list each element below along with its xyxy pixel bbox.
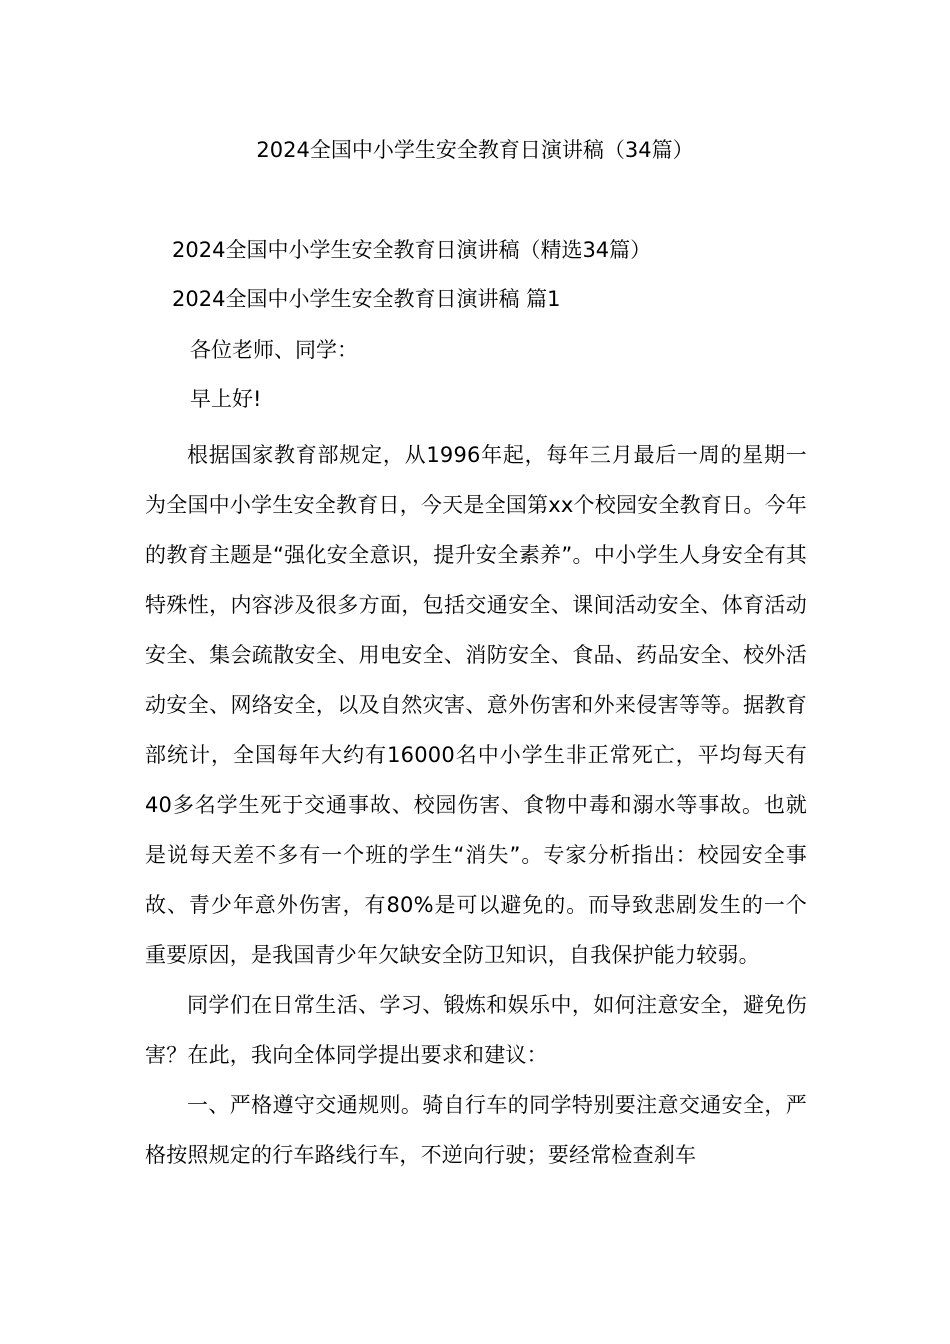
body-paragraph: 一、严格遵守交通规则。骑自行车的同学特别要注意交通安全，严格按照规定的行车路线行车，不逆向行驶；要经常检查刹车 <box>145 1093 807 1167</box>
section-heading: 2024全国中小学生安全教育日演讲稿 篇1 <box>172 287 561 311</box>
body-paragraph: 根据国家教育部规定，从1996年起，每年三月最后一周的星期一为全国中小学生安全教育日，今天是全国第xx个校园安全教育日。今年的教育主题是“强化安全意识，提升安全素养”。中小学生人身安全有其特殊性，内容涉及很多方面，包括交通安全、课间活动安全、体育活动安全、集会疏散安全、用电安全、消防安全、食品、药品安全、校外活动安全、网络安全，以及自然灾害、意外伤害和外来侵害等等。据教育部统计，全国每年大约有16000名中小学生非正常死亡，平均每天有40多名学生死于交通事故、校园伤害、食物中毒和溺水等事故。也就是说每天差不多有一个班的学生“消失”。专家分析指出：校园安全事故、青少年意外伤害，有80%是可以避免的。而导致悲剧发生的一个重要原因，是我国青少年欠缺安全防卫知识，自我保护能力较弱。 <box>145 443 807 967</box>
document-subtitle: 2024全国中小学生安全教育日演讲稿（精选34篇） <box>172 238 652 262</box>
greeting-line: 各位老师、同学： <box>190 338 358 362</box>
document-body <box>145 430 807 1180</box>
body-paragraph: 同学们在日常生活、学习、锻炼和娱乐中，如何注意安全，避免伤害？在此，我向全体同学提出要求和建议： <box>145 993 807 1067</box>
salutation-line: 早上好! <box>190 387 262 411</box>
document-title: 2024全国中小学生安全教育日演讲稿（34篇） <box>256 138 694 162</box>
